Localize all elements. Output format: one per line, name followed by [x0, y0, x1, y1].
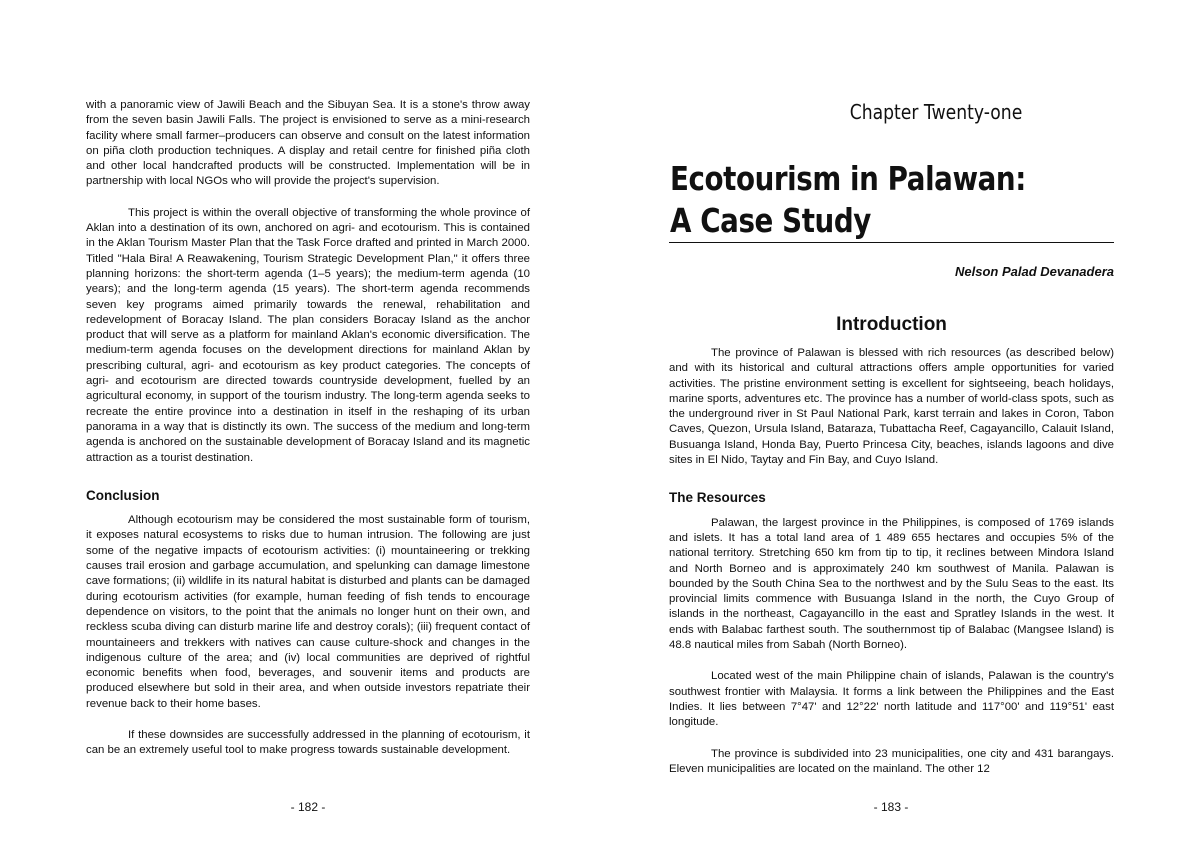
chapter-title-line-2: A Case Study: [670, 201, 871, 240]
paragraph-introduction: The province of Palawan is blessed with rich resources (as described below) and with its historical and cultural attractions offers ample opportunities for varied activities. The pristine environment setting is excellent for sightseeing, beach holidays, marine sports, adventures etc. The province has a number of world-class spots, such as the underground river in St Paul National Park, karst terrain and lakes in Coron, Tabon Caves, Quezon, Ursula Island, Bataraza, Tubattacha Reef, Cagayancillo, Calauit Island, Busuanga Island, Honda Bay, Puerto Princesa City, beaches, islands lagoons and dive sites in El Nido, Taytay and Fin Bay, and Cuyo Island.: [669, 347, 1114, 467]
paragraph-palawan-municipalities: The province is subdivided into 23 municipalities, one city and 431 barangays. Eleven municipalities are located on the mainland. The other 12: [669, 747, 1114, 775]
paragraph-jawili-project: with a panoramic view of Jawili Beach and the Sibuyan Sea. It is a stone's throw away from the seven basin Jawili Falls. The project is envisioned to serve as a mini-research facility where small farmer–producers can observe and consult on the latest information on piña cloth production techniques. A display and retail centre for finished piña cloth and other local handcrafted products will be constructed. Implementation will be in partnership with local NGOs who will provide the project's supervision.: [86, 99, 530, 188]
chapter-title-line-1: Ecotourism in Palawan:: [670, 159, 1026, 198]
paragraph-palawan-geography: Palawan, the largest province in the Philippines, is composed of 1769 islands and islets. It has a total land area of 1 489 655 hectares and occupies 5% of the national territory. Stretching 650 km from tip to tip, it reclines between Mindora Island and North Borneo and is approximately 240 km southwest of Manila. Palawan is bounded by the South China Sea to the northwest and by the Sulu Seas to the east. Its provincial limits commence with Busuanga Island in the north, the Cuyo Group of islands in the northeast, Cagayancillo in the east and Spratley Islands in the west. It ends with Balabac farthest south. The southernmost tip of Balabac (Mangsee Island) is 48.8 nautical miles from Sabah (North Borneo).: [669, 516, 1114, 652]
paragraph-palawan-location: Located west of the main Philippine chain of islands, Palawan is the country's southwest frontier with Malaysia. It forms a link between the Philippines and the East Indies. It lies between 7°47' and 12°22' north latitude and 117°00' and 119°51' east longitude.: [669, 670, 1114, 729]
paragraph-negative-impacts: Although ecotourism may be considered the most sustainable form of tourism, it exposes natural ecosystems to risks due to human intrusion. The following are just some of the negative impacts of ecotourism activities: (i) mountaineering or trekking causes trail erosion and garbage accumulation, and spelunking can damage limestone cave formations; (ii) wildlife in its natural habitat is disturbed and plants can be damaged during ecotourism activities (for example, human feeding of fish tends to encourage dependence on visitors, to the point that the animals no longer hunt on their own, and reckless scuba diving can disturb marine life and destroy corals); (iii) frequent contact of mountaineers and trekkers with natives can cause culture-shock and changes in the indigenous culture of the area; and (iv) local communities are deprived of rightful economic benefits when food, beverages, and souvenir items and products are produced elsewhere but sold in their area, and when outside investors repatriate their revenue back to their home bases.: [86, 514, 530, 710]
introduction-heading: Introduction: [836, 314, 947, 335]
author-name: Nelson Palad Devanadera: [955, 264, 1114, 279]
title-divider: [669, 242, 1114, 243]
paragraph-sustainable-development: If these downsides are successfully addressed in the planning of ecotourism, it can be an extremely useful tool to make progress towards sustainable development.: [86, 728, 530, 757]
page-number-right: - 183 -: [873, 800, 909, 814]
resources-heading: The Resources: [669, 490, 766, 506]
conclusion-heading: Conclusion: [86, 487, 160, 503]
right-page: [600, 0, 1200, 852]
page-number-left: - 182 -: [290, 800, 326, 814]
paragraph-aklan-master-plan: This project is within the overall objective of transforming the whole province of Aklan into a destination of its own, anchored on agri- and ecotourism. This is contained in the Aklan Tourism Master Plan that the Task Force drafted and printed in March 2000. Titled "Hala Bira! A Reawakening, Tourism Strategic Development Plan," it offers three planning horizons: the short-term agenda (1–5 years); the medium-term agenda (10 years); and the long-term agenda (15 years). The short-term agenda recommends seven key programs aimed primarily towards the renewal, rehabilitation and redevelopment of Boracay Island. The plan considers Boracay Island as the anchor product that will serve as a platform for mainland Aklan's economic diversification. The medium-term agenda focuses on the development directions for mainland Aklan by prescribing cultural, agri- and ecotourism as key product categories. The concepts of agri- and ecotourism are directed towards countryside development, fuelled by an agricultural economy, in support of the tourism industry. The long-term agenda seeks to recreate the entire province into a destination in itself in the reshaping of its urban panorama in a way that is distinctly its own. The success of the medium and long-term agenda is anchored on the sustainable development of Boracay Island and its magnetic attraction as a tourist destination.: [86, 206, 530, 464]
chapter-label: Chapter Twenty-one: [849, 100, 1023, 124]
left-page-body: [86, 98, 530, 759]
right-page-body: [669, 346, 1114, 777]
chapter-title: [670, 158, 1056, 242]
